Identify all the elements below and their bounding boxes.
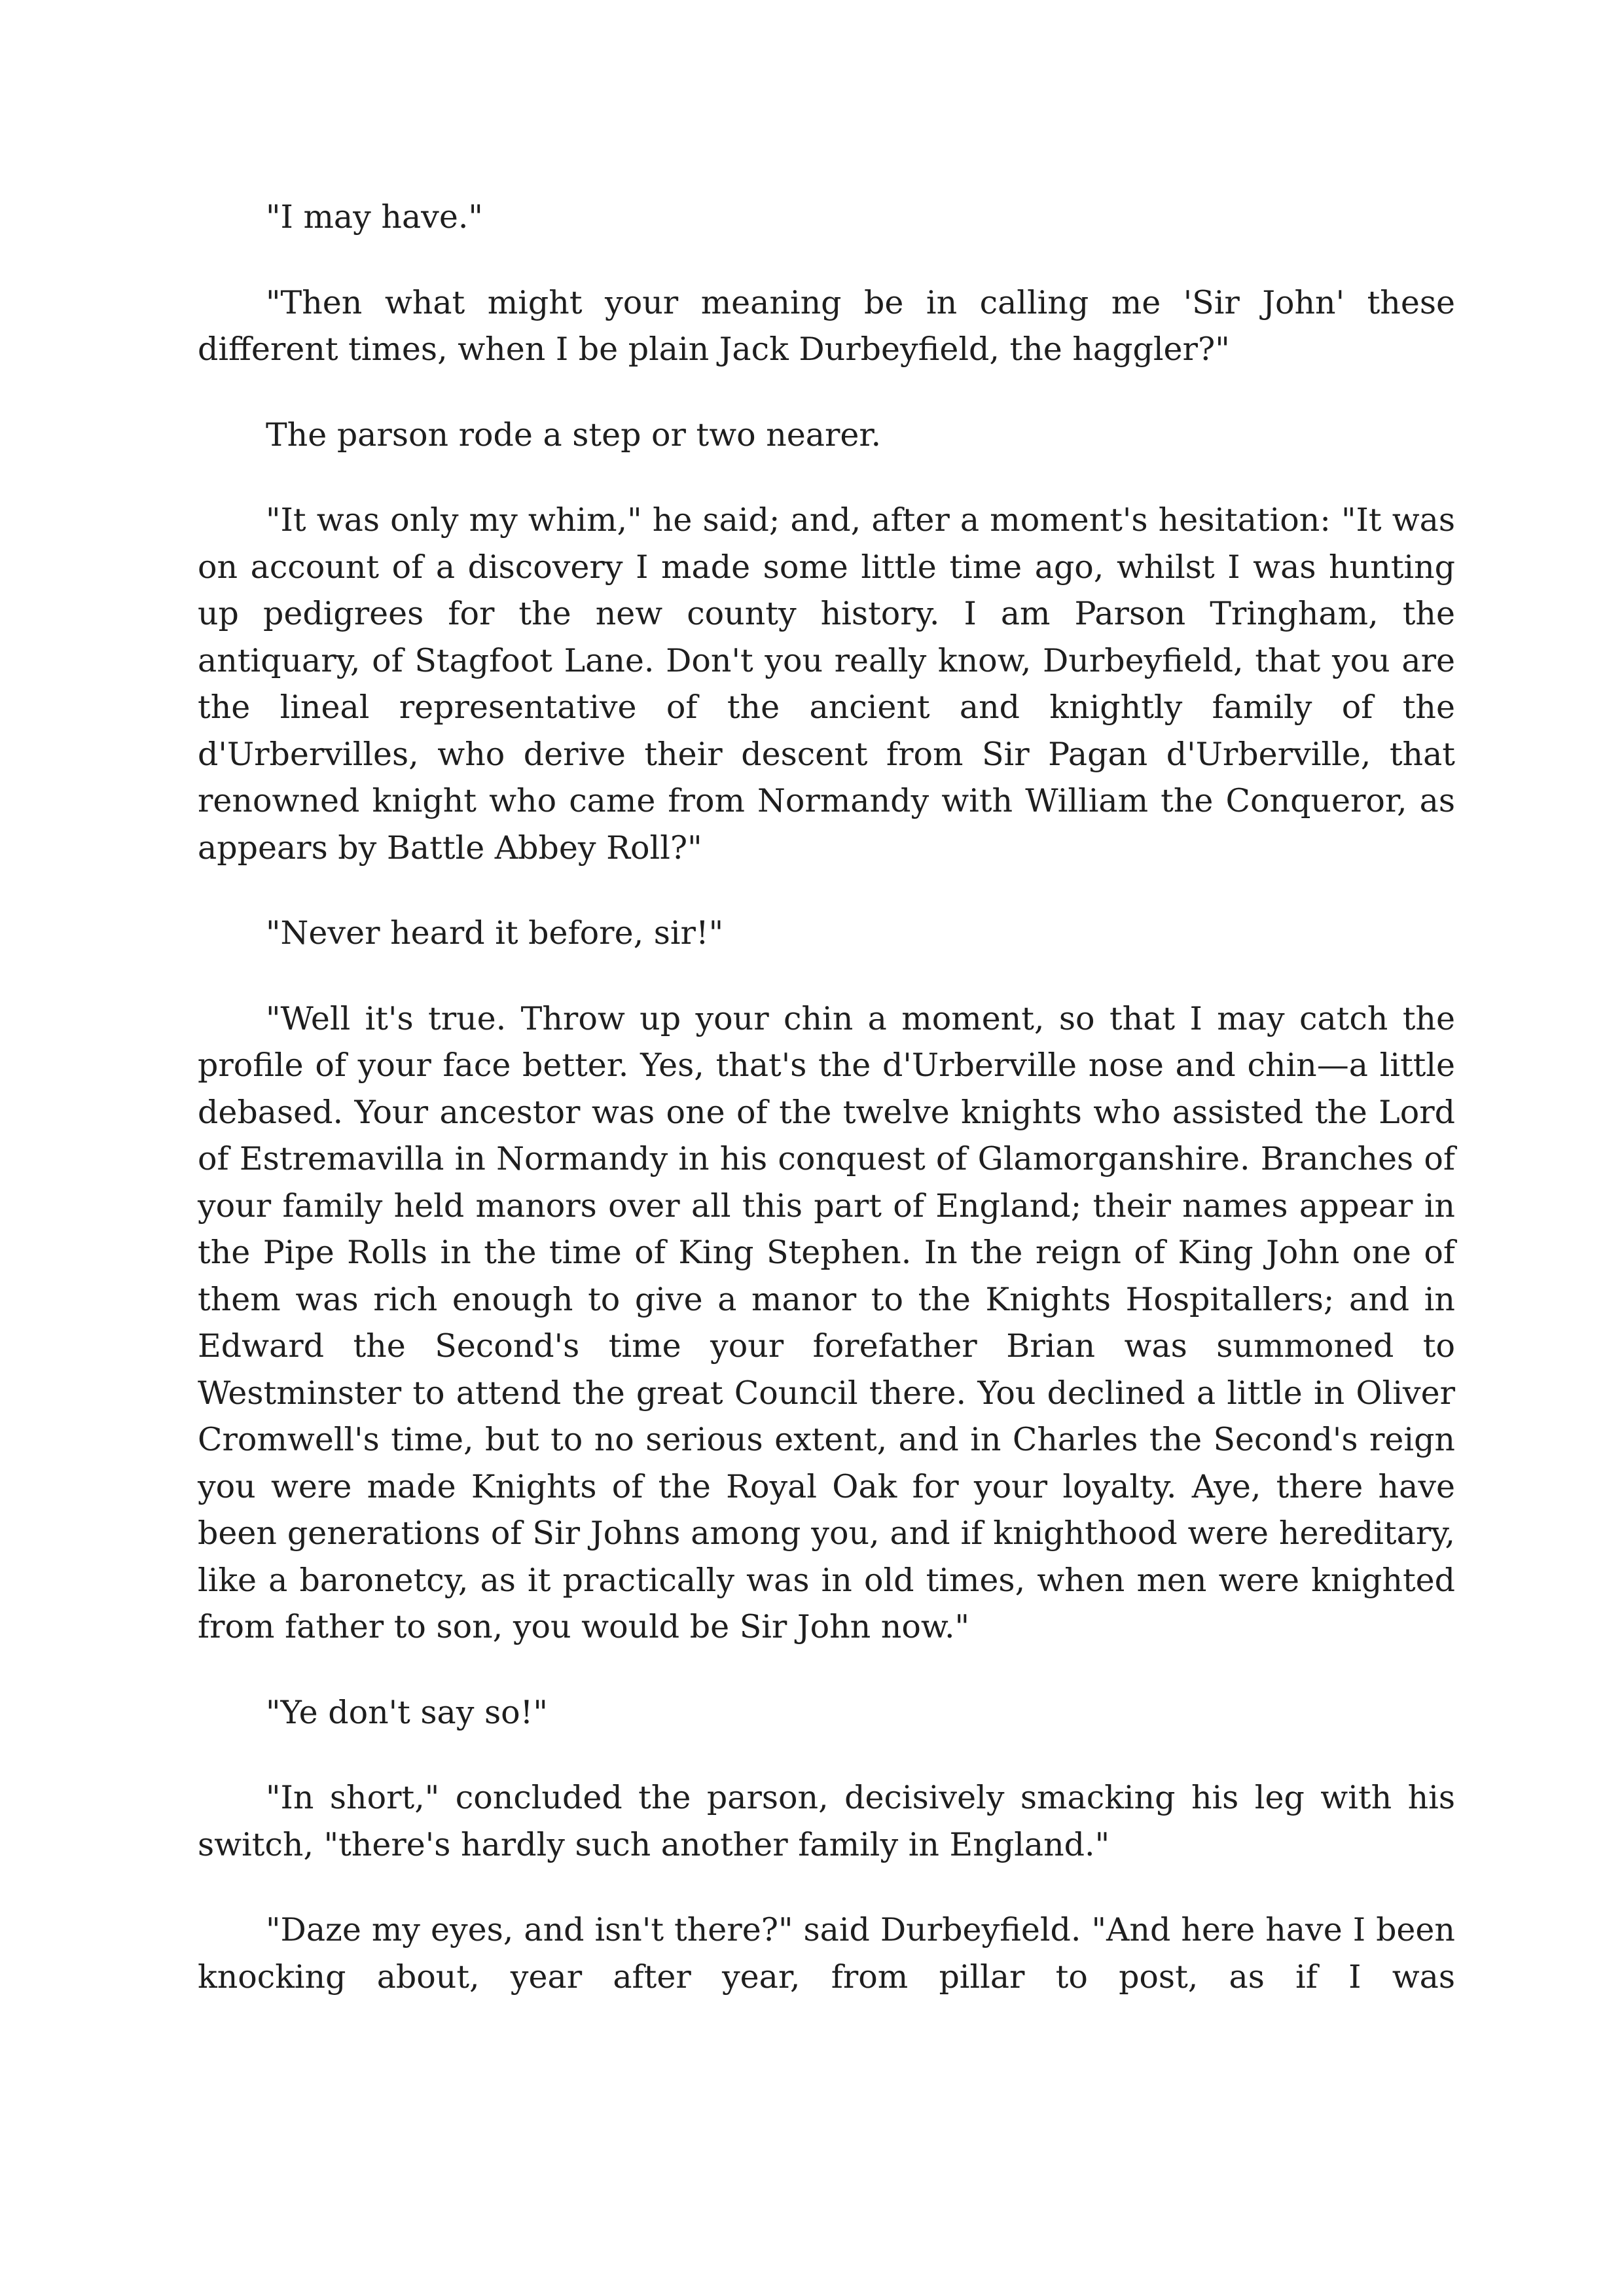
paragraph: "It was only my whim," he said; and, after a moment's hesitation: "It was on account of a discovery I made some little time ago, whilst I was hunting up pedigrees for the new county history. I am Parson Tringham, the antiquary, of Stagfoot Lane. Don't you really know, Durbeyfield, that you are the lineal representative of the ancient and knightly family of the d'Urbervilles, who derive their descent from Sir Pagan d'Urberville, that renowned knight who came from Normandy with William the Conqueror, as appears by Battle Abbey Roll?"	[198, 501, 1455, 867]
paragraph: The parson rode a step or two nearer.	[266, 416, 882, 454]
paragraph: "Never heard it before, sir!"	[266, 914, 724, 952]
paragraph: "Well it's true. Throw up your chin a moment, so that I may catch the profile of your face better. Yes, that's the d'Urberville nose and chin—a little debased. Your ancestor was one of the twelve knights who assisted the Lord of Estremavilla in Normandy in his conquest of Glamorganshire. Branches of your family held manors over all this part of England; their names appear in the Pipe Rolls in the time of King Stephen. In the reign of King John one of them was rich enough to give a manor to the Knights Hospitallers; and in Edward the Second's time your forefather Brian was summoned to Westminster to attend the great Council there. You declined a little in Oliver Cromwell's time, but to no serious extent, and in Charles the Second's reign you were made Knights of the Royal Oak for your loyalty. Aye, there have been generations of Sir Johns among you, and if knighthood were hereditary, like a baronetcy, as it practically was in old times, when men were knighted from father to son, you would be Sir John now."	[198, 999, 1455, 1645]
paragraph: "In short," concluded the parson, decisively smacking his leg with his switch, "there's hardly such another family in England."	[198, 1779, 1455, 1863]
paragraph: "I may have."	[266, 198, 483, 236]
paragraph: "Ye don't say so!"	[266, 1693, 548, 1731]
paragraph: "Daze my eyes, and isn't there?" said Durbeyfield. "And here have I been knocking about, year after year, from pillar to post, as if I was	[198, 1911, 1455, 1996]
paragraph: "Then what might your meaning be in calling me 'Sir John' these different times, when I be plain Jack Durbeyfield, the haggler?"	[198, 283, 1455, 368]
text-body	[198, 194, 1455, 2000]
